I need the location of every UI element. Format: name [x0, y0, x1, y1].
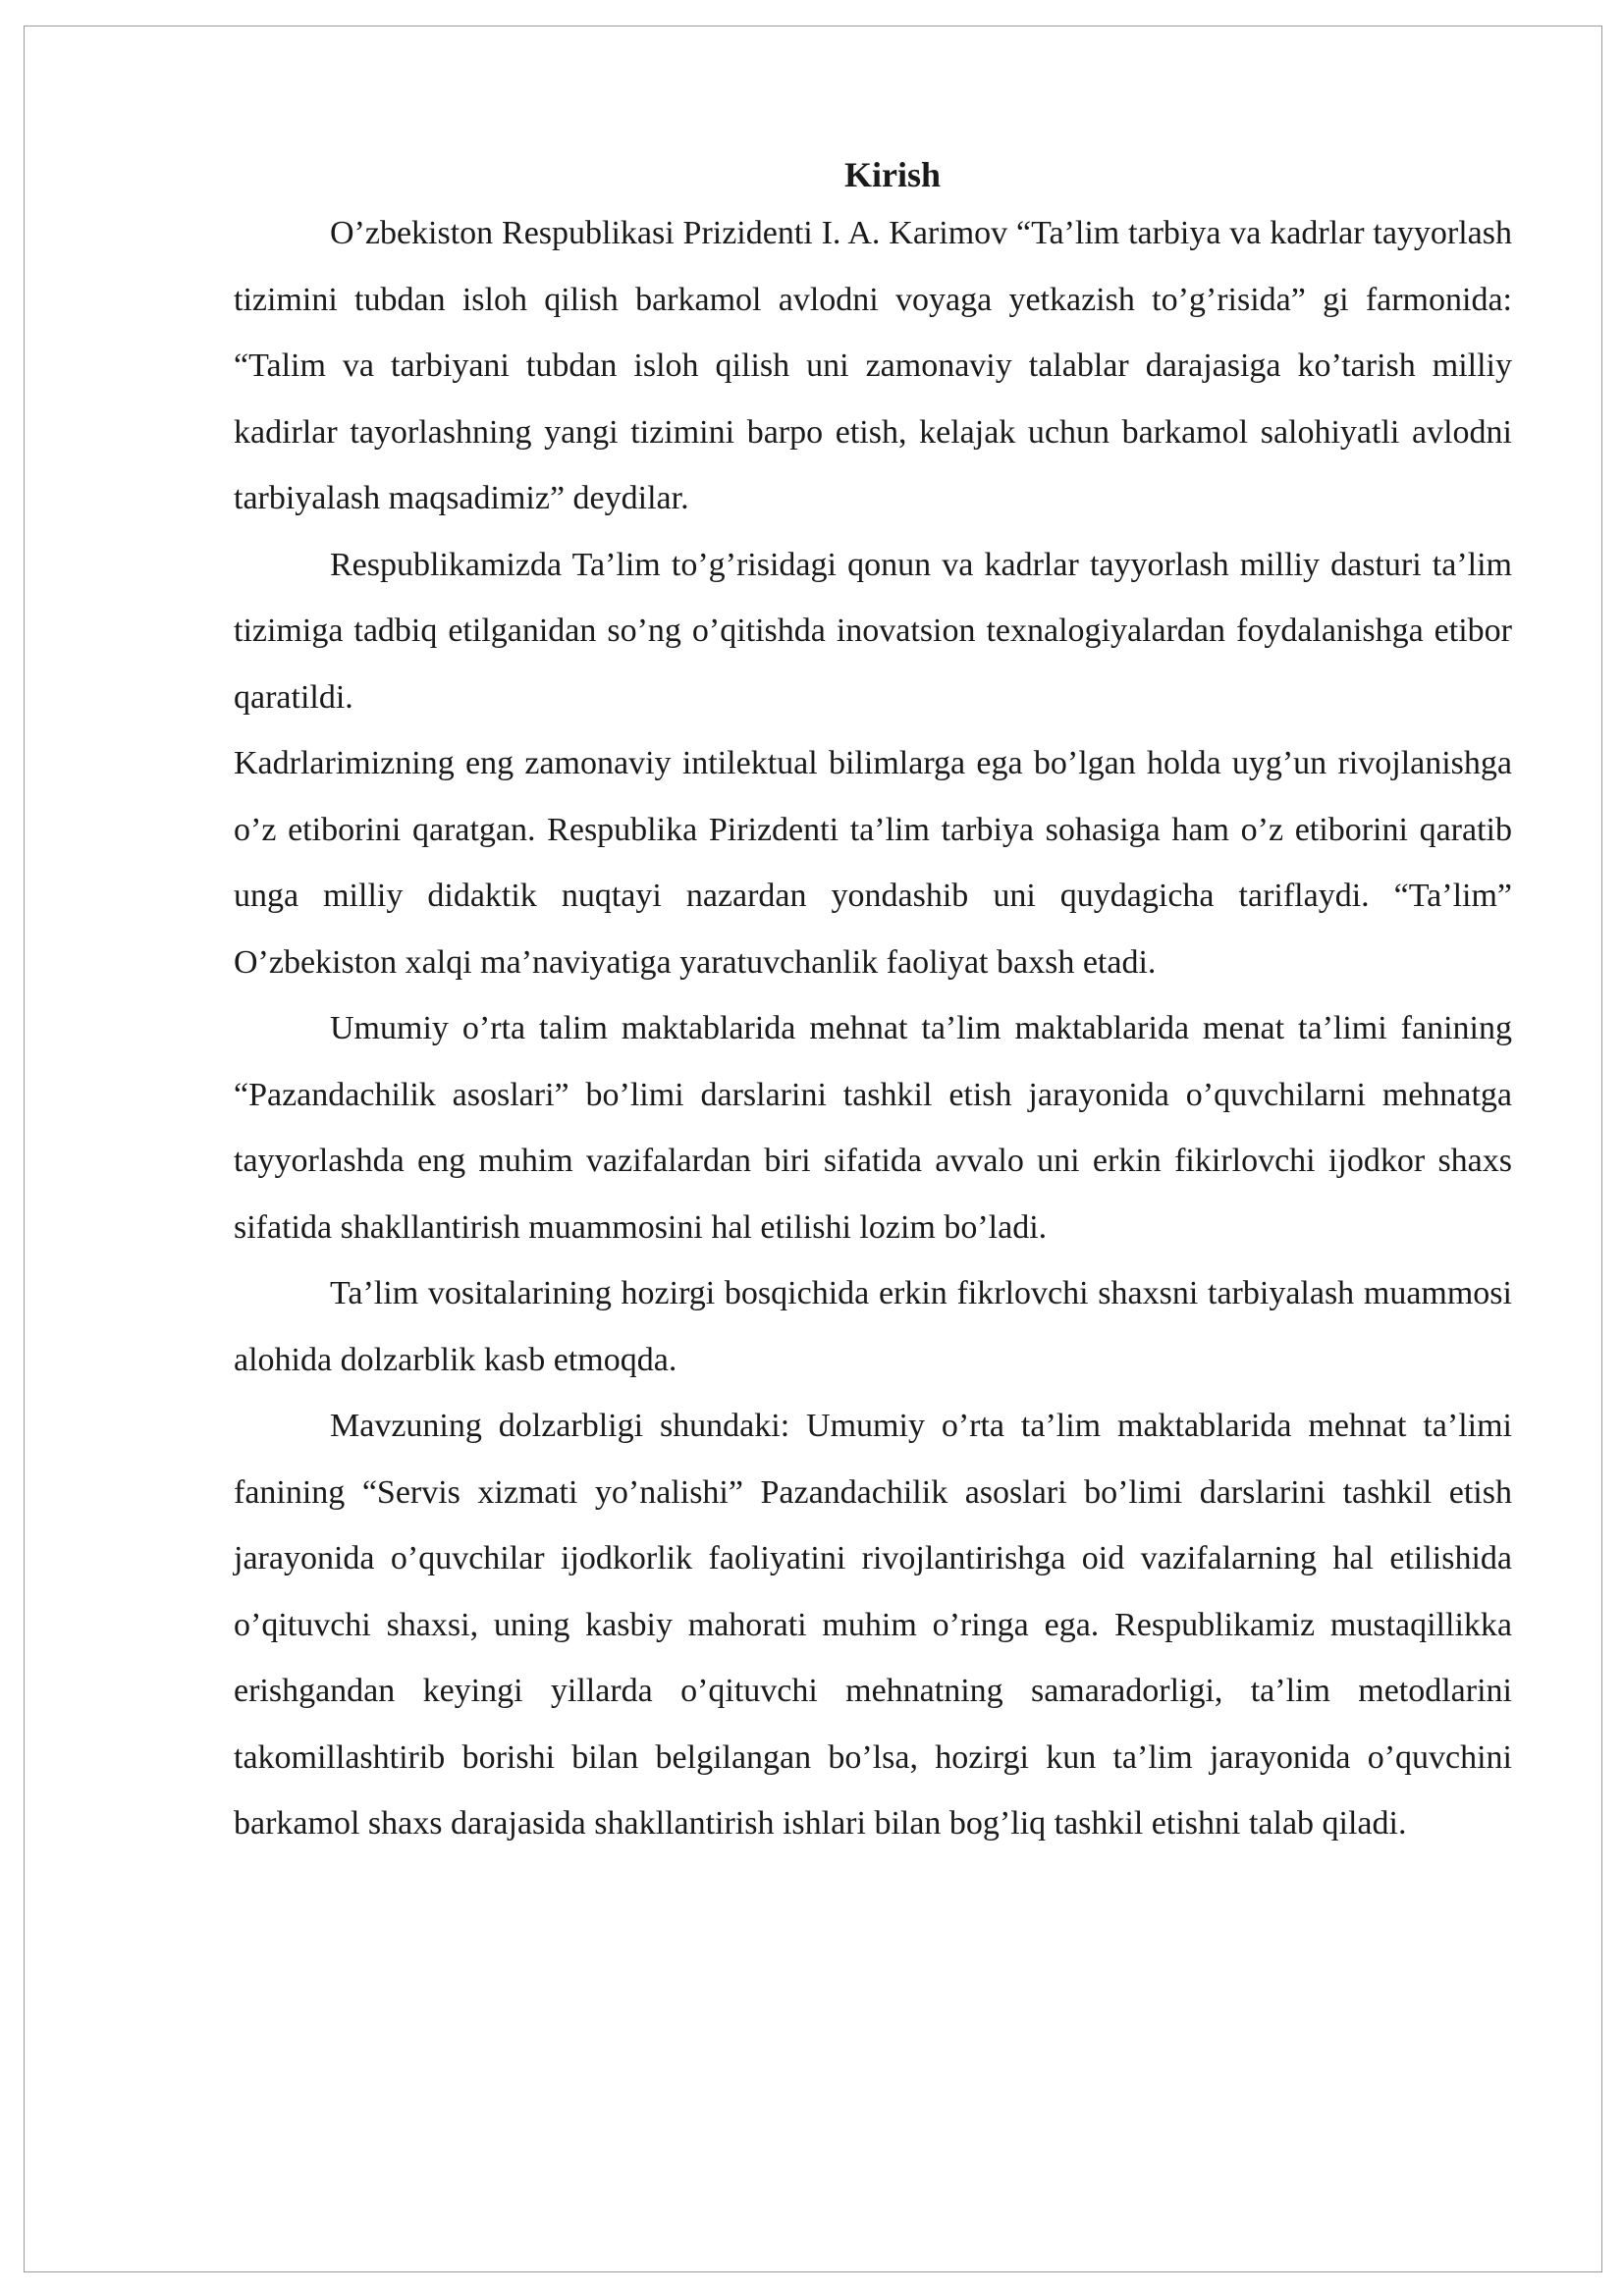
- paragraph-2: Respublikamizda Ta’lim to’g’risidagi qonun va kadrlar tayyorlash milliy dasturi ta’lim tizimiga tadbiq etilganidan so’ng o’qitishda inovatsion texnalogiyalardan foydalanishga etibor qaratildi.: [234, 546, 1512, 716]
- paragraph-1: O’zbekiston Respublikasi Prizidenti I. A. Karimov “Ta’lim tarbiya va kadrlar tayyorlash tizimini tubdan isloh qilish barkamol avlodni voyaga yetkazish to’g’risida” gi farmonida: “Talim va tarbiyani tubdan isloh qilish uni zamonaviy talablar darajasiga ko’tarish milliy kadirlar tayorlashning yangi tizimini barpo etish, kelajak uchun barkamol salohiyatli avlodni tarbiyalash maqsadimiz” deydilar.: [234, 215, 1512, 516]
- paragraph-5: Ta’lim vositalarining hozirgi bosqichida erkin fikrlovchi shaxsni tarbiyalash muammosi alohida dolzarblik kasb etmoqda.: [234, 1275, 1512, 1378]
- paragraph-6: Mavzuning dolzarbligi shundaki: Umumiy o’rta ta’lim maktablarida mehnat ta’limi fanining “Servis xizmati yo’nalishi” Pazandachilik asoslari bo’limi darslarini tashkil etish jarayonida o’quvchilar ijodkorlik faoliyatini rivojlantirishga oid vazifalarning hal etilishida o’qituvchi shaxsi, uning kasbiy mahorati muhim o’ringa ega. Respublikamiz mustaqillikka erishgandan keyingi yillarda o’qituvchi mehnatning samaradorligi, ta’lim metodlarini takomillashtirib borishi bilan belgilangan bo’lsa, hozirgi kun ta’lim jarayonida o’quvchini barkamol shaxs darajasida shakllantirish ishlari bilan bog’liq tashkil etishni talab qiladi.: [234, 1408, 1512, 1842]
- paragraph-3: Kadrlarimizning eng zamonaviy intilektual bilimlarga ega bo’lgan holda uyg’un rivojlanishga o’z etiborini qaratgan. Respublika Pirizdenti ta’lim tarbiya sohasiga ham o’z etiborini qaratib unga milliy didaktik nuqtayi nazardan yondashib uni quydagicha tariflaydi. “Ta’lim” O’zbekiston xalqi ma’naviyatiga yaratuvchanlik faoliyat baxsh etadi.: [234, 745, 1512, 981]
- page-title: Kirish: [843, 155, 941, 194]
- paragraph-4: Umumiy o’rta talim maktablarida mehnat ta’lim maktablarida menat ta’limi fanining “Pazandachilik asoslari” bo’limi darslarini tashkil etish jarayonida o’quvchilarni mehnatga tayyorlashda eng muhim vazifalardan biri sifatida avvalo uni erkin fikirlovchi ijodkor shaxs sifatida shakllantirish muammosini hal etilishi lozim bo’ladi.: [234, 1010, 1512, 1246]
- document-body: [234, 149, 1512, 1857]
